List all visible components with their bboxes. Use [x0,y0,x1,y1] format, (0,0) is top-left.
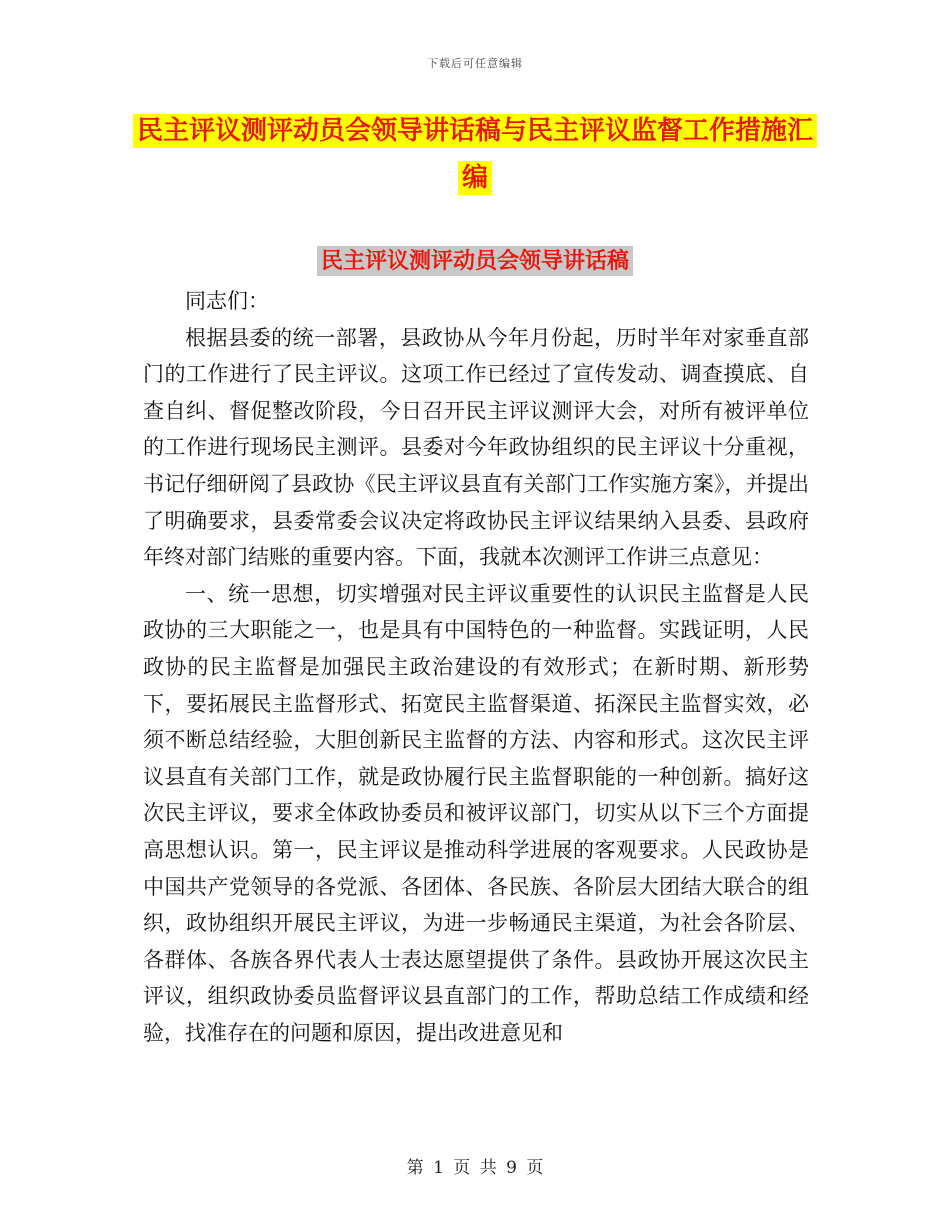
paragraph-point-one: 一、统一思想，切实增强对民主评议重要性的认识民主监督是人民政协的三大职能之一，也是具有中国特色的一种监督。实践证明，人民政协的民主监督是加强民主政治建设的有效形式；在新时期、新形势下，要拓展民主监督形式、拓宽民主监督渠道、拓深民主监督实效，必须不断总结经验，大胆创新民主监督的方法、内容和形式。这次民主评议县直有关部门工作，就是政协履行民主监督职能的一种创新。搞好这次民主评议，要求全体政协委员和被评议部门，切实从以下三个方面提高思想认识。第一，民主评议是推动科学进展的客观要求。人民政协是中国共产党领导的各党派、各团体、各民族、各阶层大团结大联合的组织，政协组织开展民主评议，为进一步畅通民主渠道，为社会各阶层、各群体、各族各界代表人士表达愿望提供了条件。县政协开展这次民主评议，组织政协委员监督评议县直部门的工作，帮助总结工作成绩和经验，找准存在的问题和原因，提出改进意见和 [143,581,809,1045]
paragraph-intro: 根据县委的统一部署，县政协从今年月份起，历时半年对家垂直部门的工作进行了民主评议。这项工作已经过了宣传发动、调查摸底、自查自纠、督促整改阶段，今日召开民主评议测评大会，对所有被评单位的工作进行现场民主测评。县委对今年政协组织的民主评议十分重视，书记仔细研阅了县政协《民主评议县直有关部门工作实施方案》，并提出了明确要求，县委常委会议决定将政协民主评议结果纳入县委、县政府年终对部门结账的重要内容。下面，我就本次测评工作讲三点意见： [143,325,809,570]
document-title [130,108,820,202]
page-number: 第 1 页 共 9 页 [406,1158,544,1178]
section-title [0,244,950,275]
document-title-text: 民主评议测评动员会领导讲话稿与民主评议监督工作措施汇编 [133,114,817,195]
body-text [143,283,809,1051]
header-note: 下载后可任意编辑 [427,57,523,70]
section-title-text: 民主评议测评动员会领导讲话稿 [317,246,633,276]
paragraph-greeting: 同志们： [185,289,269,313]
